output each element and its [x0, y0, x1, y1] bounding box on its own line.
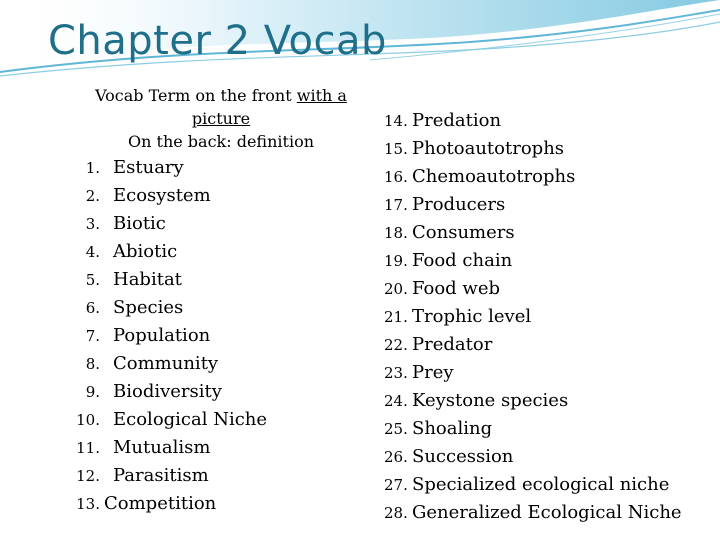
item-number: 9.	[85, 383, 100, 401]
item-label: Competition	[104, 493, 217, 514]
item-label: Shoaling	[412, 418, 493, 439]
instructions-line-2: On the back: definition	[128, 132, 314, 151]
item-number: 13.	[76, 495, 100, 513]
item-label: Food chain	[412, 250, 513, 271]
item-number: 18.	[384, 224, 408, 242]
item-label: Biodiversity	[113, 381, 222, 402]
item-number: 6.	[85, 299, 100, 317]
item-number: 22.	[384, 336, 408, 354]
slide-title: Chapter 2 Vocab	[48, 18, 387, 64]
item-label: Food web	[412, 278, 501, 299]
item-number: 11.	[76, 439, 100, 457]
item-label: Succession	[412, 446, 514, 467]
item-number: 8.	[85, 355, 100, 373]
item-number: 10.	[76, 411, 100, 429]
item-label: Population	[113, 325, 211, 346]
item-number: 7.	[85, 327, 100, 345]
item-label: Consumers	[412, 222, 515, 243]
item-label: Specialized ecological niche	[412, 474, 670, 495]
item-label: Mutualism	[113, 437, 211, 458]
item-number: 17.	[384, 196, 408, 214]
item-number: 12.	[76, 467, 100, 485]
item-number: 24.	[384, 392, 408, 410]
item-number: 1.	[85, 159, 100, 177]
item-label: Estuary	[113, 157, 184, 178]
item-number: 20.	[384, 280, 408, 298]
item-label: Biotic	[113, 213, 166, 234]
item-number: 2.	[85, 187, 100, 205]
item-number: 25.	[384, 420, 408, 438]
item-label: Photoautotrophs	[412, 138, 565, 159]
item-number: 21.	[384, 308, 408, 326]
item-label: Abiotic	[113, 241, 178, 262]
item-label: Predation	[412, 110, 502, 131]
instructions-line-1	[92, 84, 350, 130]
item-number: 28.	[384, 504, 408, 522]
item-label: Parasitism	[113, 465, 209, 486]
item-label: Species	[113, 297, 184, 318]
item-label: Ecosystem	[113, 185, 211, 206]
item-label: Generalized Ecological Niche	[412, 502, 682, 523]
item-number: 4.	[85, 243, 100, 261]
item-number: 16.	[384, 168, 408, 186]
instructions	[92, 84, 350, 153]
item-label: Chemoautotrophs	[412, 166, 576, 187]
item-number: 27.	[384, 476, 408, 494]
item-label: Ecological Niche	[113, 409, 268, 430]
item-number: 5.	[85, 271, 100, 289]
item-label: Keystone species	[412, 390, 569, 411]
item-number: 23.	[384, 364, 408, 382]
item-number: 3.	[85, 215, 100, 233]
item-number: 15.	[384, 140, 408, 158]
item-number: 26.	[384, 448, 408, 466]
item-number: 19.	[384, 252, 408, 270]
item-label: Community	[113, 353, 219, 374]
item-label: Prey	[412, 362, 454, 383]
item-label: Producers	[412, 194, 506, 215]
instructions-text: Vocab Term on the front	[95, 86, 297, 105]
instructions-underlined-text: with a picture	[191, 86, 347, 128]
item-number: 14.	[384, 112, 408, 130]
item-label: Trophic level	[412, 306, 532, 327]
item-label: Habitat	[113, 269, 182, 290]
item-label: Predator	[412, 334, 493, 355]
